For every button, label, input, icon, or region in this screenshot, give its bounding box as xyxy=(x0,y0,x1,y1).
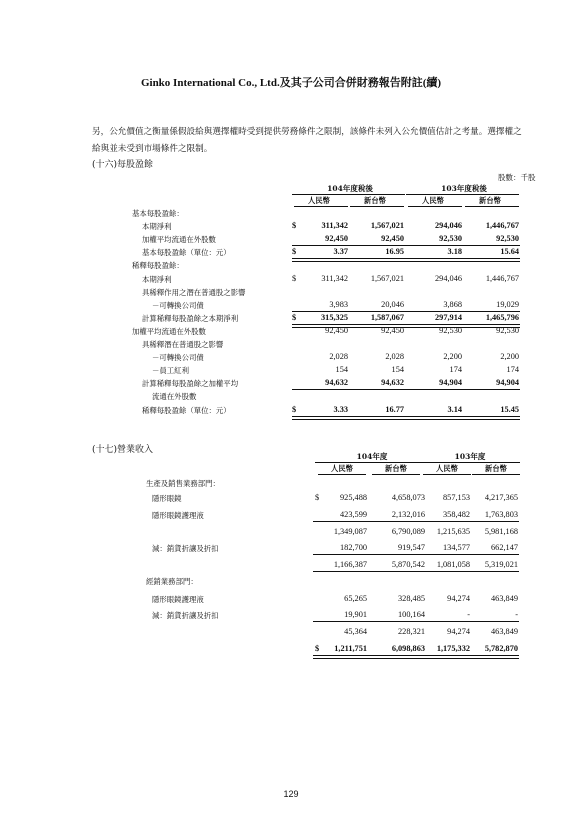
revenue-row-label: 減：銷貨折讓及折扣 xyxy=(152,544,219,553)
revenue-row-underline xyxy=(313,571,519,572)
dollar-sign: $ xyxy=(292,404,297,414)
revenue-cell: 1,763,803 xyxy=(484,510,518,519)
revenue-row-underline xyxy=(313,521,519,522)
eps-cell: 16.95 xyxy=(385,247,404,257)
eps-row-label: 加權平均流通在外股數 xyxy=(142,235,216,245)
revenue-cell: 1,081,058 xyxy=(436,560,470,569)
eps-row-label: 計算稀釋每股盈餘之本期淨利 xyxy=(142,313,239,323)
revenue-cell: 662,147 xyxy=(491,543,518,552)
revenue-cell: 65,265 xyxy=(344,594,367,603)
eps-cell: 19,029 xyxy=(496,299,519,309)
eps-row-label: 本期淨利 xyxy=(142,274,172,284)
revenue-cell: 919,547 xyxy=(398,543,425,552)
eps-cell: 1,446,767 xyxy=(485,221,519,231)
eps-cell: 3.14 xyxy=(447,404,462,414)
eps-period-header: 103年度稅後 xyxy=(441,184,487,193)
revenue-column-header: 新台幣 xyxy=(485,464,507,473)
eps-period-header: 104年度稅後 xyxy=(327,184,373,193)
revenue-cell: - xyxy=(515,610,518,619)
eps-cell: 2,200 xyxy=(500,352,519,362)
revenue-cell: 5,981,168 xyxy=(484,527,518,536)
revenue-cell: 1,211,751 xyxy=(334,644,367,653)
eps-cell: 3,983 xyxy=(329,299,348,309)
eps-period-rule xyxy=(406,194,519,195)
revenue-period-rule xyxy=(420,462,520,463)
eps-row-label: 具稀釋作用之潛在普通股之影響 xyxy=(142,287,246,297)
eps-cell: 1,567,021 xyxy=(370,221,404,231)
revenue-cell: 423,599 xyxy=(340,510,367,519)
eps-row-label: －可轉換公司債 xyxy=(152,300,204,310)
eps-cell: 2,028 xyxy=(385,352,404,362)
revenue-column-rule xyxy=(372,474,420,475)
eps-cell: 311,342 xyxy=(321,273,348,283)
eps-cell: 92,530 xyxy=(439,325,462,335)
revenue-cell: 1,349,087 xyxy=(333,527,367,536)
eps-cell: 94,632 xyxy=(325,378,348,388)
revenue-column-rule xyxy=(472,474,520,475)
eps-cell: 311,342 xyxy=(321,221,348,231)
revenue-cell: 182,700 xyxy=(340,543,367,552)
revenue-cell: 463,849 xyxy=(491,627,518,636)
eps-cell: 92,530 xyxy=(496,325,519,335)
revenue-cell: 94,274 xyxy=(447,627,470,636)
eps-row-underline xyxy=(292,258,520,262)
revenue-column-rule xyxy=(423,474,471,475)
eps-cell: 92,530 xyxy=(496,234,519,244)
revenue-cell: - xyxy=(467,610,470,619)
eps-cell: 16.77 xyxy=(385,404,404,414)
page-title: Ginko International Co., Ltd.及其子公司合併財務報告附註(續) xyxy=(140,77,442,89)
eps-cell: 2,028 xyxy=(329,352,348,362)
eps-cell: 94,904 xyxy=(496,378,519,388)
eps-section-title: (十六)每股盈餘 xyxy=(92,160,154,170)
revenue-cell: 328,485 xyxy=(398,594,425,603)
revenue-cell: 1,166,387 xyxy=(333,560,367,569)
revenue-cell: 19,901 xyxy=(344,610,367,619)
revenue-row-label: 經銷業務部門： xyxy=(146,577,198,586)
eps-column-header: 人民幣 xyxy=(422,196,444,205)
revenue-cell: 6,790,089 xyxy=(391,527,425,536)
eps-row-label: 本期淨利 xyxy=(142,222,172,232)
revenue-row-underline xyxy=(313,655,519,659)
eps-cell: 315,325 xyxy=(321,312,348,322)
eps-cell: 3.18 xyxy=(447,247,462,257)
revenue-column-rule xyxy=(318,474,366,475)
eps-row-label: 計算稀釋每股盈餘之加權平均 xyxy=(142,379,239,389)
revenue-cell: 1,215,635 xyxy=(436,527,470,536)
revenue-cell: 857,153 xyxy=(443,493,470,502)
eps-column-header: 人民幣 xyxy=(308,196,330,205)
revenue-cell: 228,321 xyxy=(398,627,425,636)
revenue-cell: 463,849 xyxy=(491,594,518,603)
eps-cell: 92,450 xyxy=(381,234,404,244)
eps-cell: 297,914 xyxy=(435,312,462,322)
dollar-sign: $ xyxy=(292,312,297,322)
dollar-sign: $ xyxy=(292,247,297,257)
eps-row-underline xyxy=(292,389,520,390)
eps-row-label: 加權平均流通在外股數 xyxy=(132,326,206,336)
revenue-cell: 925,488 xyxy=(340,493,367,502)
revenue-row-label: 隱形眼鏡護理液 xyxy=(152,595,204,604)
revenue-cell: 2,132,016 xyxy=(391,510,425,519)
eps-row-label: －員工紅利 xyxy=(152,366,189,376)
eps-cell: 1,446,767 xyxy=(485,273,519,283)
revenue-section-title: (十七)營業收入 xyxy=(92,445,154,455)
eps-cell: 92,530 xyxy=(439,234,462,244)
revenue-row-underline xyxy=(313,621,519,622)
revenue-column-header: 人民幣 xyxy=(331,464,353,473)
eps-cell: 15.45 xyxy=(500,404,519,414)
eps-cell: 3,868 xyxy=(443,299,462,309)
revenue-cell: 134,577 xyxy=(443,543,470,552)
revenue-row-underline xyxy=(313,554,519,555)
eps-row-underline xyxy=(292,416,520,420)
eps-cell: 92,450 xyxy=(381,325,404,335)
eps-row-label: －可轉換公司債 xyxy=(152,353,204,363)
eps-cell: 294,046 xyxy=(435,273,462,283)
revenue-cell: 94,274 xyxy=(447,594,470,603)
eps-column-header: 新台幣 xyxy=(479,196,501,205)
eps-column-rule xyxy=(408,206,462,207)
eps-cell: 1,587,067 xyxy=(370,312,404,322)
eps-column-rule xyxy=(465,206,519,207)
eps-cell: 294,046 xyxy=(435,221,462,231)
revenue-cell: 1,175,332 xyxy=(436,644,470,653)
intro-paragraph: 另，公允價值之衡量係假設給與選擇權時受到提供勞務條件之限制，該條件未列入公允價值估計之考量。選擇權之給與並未受到市場條件之限制。 xyxy=(92,127,522,154)
revenue-cell: 4,217,365 xyxy=(484,493,518,502)
eps-row-label: 具稀釋潛在普通股之影響 xyxy=(142,340,224,349)
eps-column-header: 新台幣 xyxy=(364,196,386,205)
eps-cell: 154 xyxy=(391,365,404,375)
revenue-period-header: 104年度 xyxy=(356,452,388,461)
eps-row-underline xyxy=(292,245,520,246)
eps-row-label: 流通在外股數 xyxy=(152,392,197,402)
dollar-sign: $ xyxy=(315,644,320,653)
eps-unit: 股數：千股 xyxy=(498,173,536,182)
eps-cell: 92,450 xyxy=(325,234,348,244)
revenue-cell: 45,364 xyxy=(344,627,367,636)
dollar-sign: $ xyxy=(315,493,320,502)
eps-row-label: 基本每股盈餘（單位：元） xyxy=(142,248,231,258)
eps-column-rule xyxy=(350,206,404,207)
eps-row-label: 基本每股盈餘： xyxy=(132,209,184,218)
revenue-cell: 4,658,073 xyxy=(391,493,425,502)
eps-cell: 2,200 xyxy=(443,352,462,362)
revenue-cell: 5,319,021 xyxy=(484,560,518,569)
eps-cell: 3.37 xyxy=(333,247,348,257)
eps-row-underline xyxy=(292,311,520,312)
revenue-row-label: 生產及銷售業務部門： xyxy=(146,479,220,488)
revenue-row-label: 減：銷貨折讓及折扣 xyxy=(152,611,219,620)
dollar-sign: $ xyxy=(292,221,297,231)
revenue-cell: 5,782,870 xyxy=(484,644,518,653)
eps-cell: 94,632 xyxy=(381,378,404,388)
eps-cell: 154 xyxy=(335,365,348,375)
revenue-row-label: 隱形眼鏡護理液 xyxy=(152,511,204,520)
eps-row-label: 稀釋每股盈餘（單位：元） xyxy=(142,405,231,415)
revenue-period-rule xyxy=(315,462,428,463)
eps-cell: 15.64 xyxy=(500,247,519,257)
revenue-row-label: 隱形眼鏡 xyxy=(152,494,182,503)
eps-row-label: 稀釋每股盈餘： xyxy=(132,261,184,271)
revenue-cell: 358,482 xyxy=(443,510,470,519)
revenue-cell: 100,164 xyxy=(398,610,425,619)
eps-cell: 174 xyxy=(449,365,462,375)
eps-cell: 174 xyxy=(506,365,519,375)
eps-cell: 1,465,796 xyxy=(485,312,519,322)
dollar-sign: $ xyxy=(292,273,297,283)
revenue-cell: 6,098,863 xyxy=(391,644,425,653)
revenue-column-header: 新台幣 xyxy=(385,464,407,473)
revenue-cell: 5,870,542 xyxy=(391,560,425,569)
eps-period-rule xyxy=(292,194,405,195)
eps-cell: 92,450 xyxy=(325,325,348,335)
eps-cell: 3.33 xyxy=(333,404,348,414)
eps-column-rule xyxy=(294,206,348,207)
eps-cell: 20,046 xyxy=(381,299,404,309)
revenue-period-header: 103年度 xyxy=(454,452,486,461)
page-number: 129 xyxy=(283,789,299,799)
revenue-column-header: 人民幣 xyxy=(436,464,458,473)
eps-cell: 1,567,021 xyxy=(370,273,404,283)
eps-cell: 94,904 xyxy=(439,378,462,388)
